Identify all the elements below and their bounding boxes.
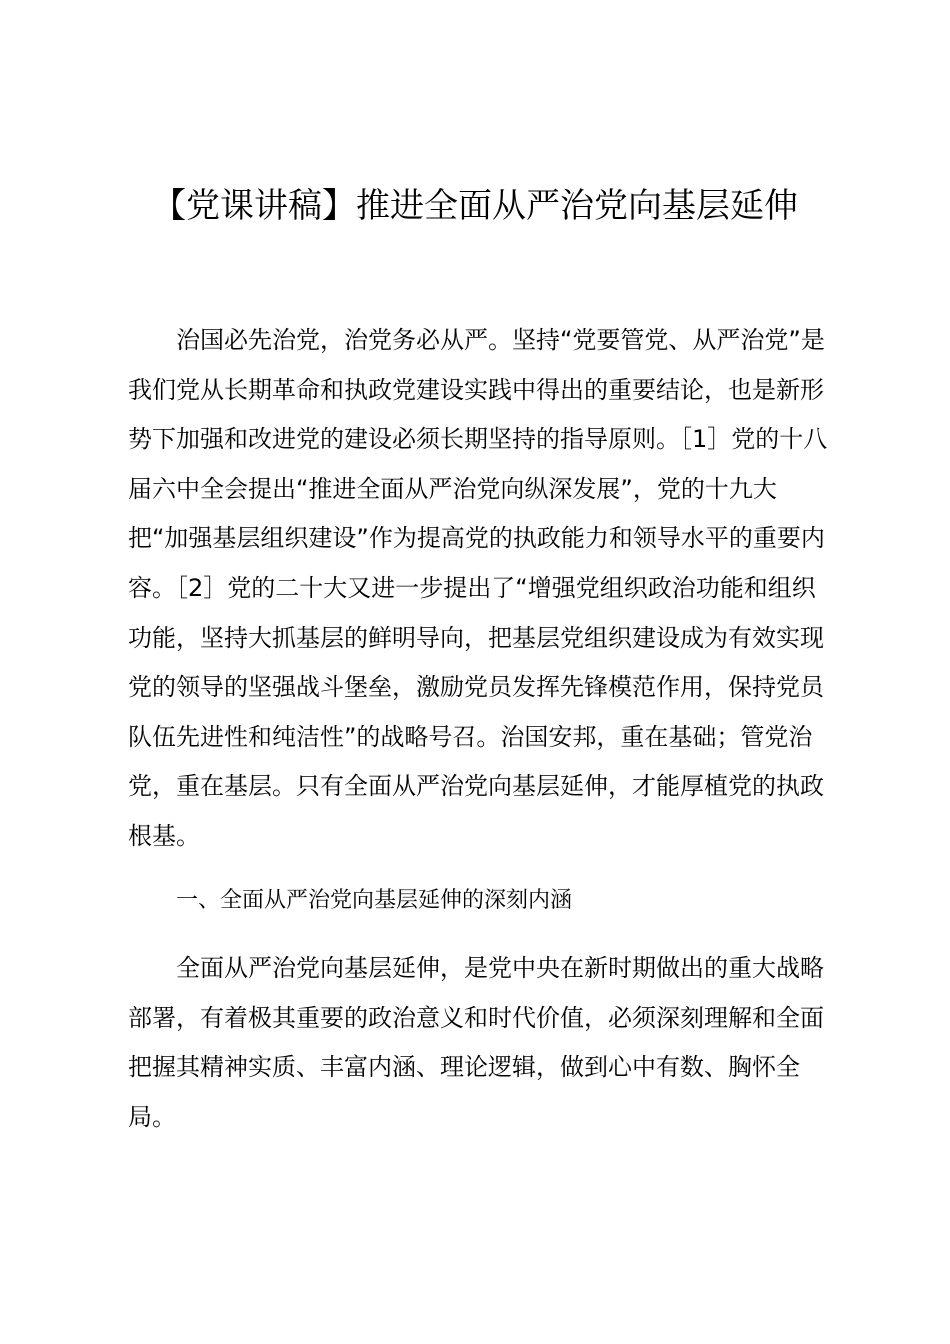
document-title: 【党课讲稿】推进全面从严治党向基层延伸 [152, 186, 798, 226]
section-heading-1: 一、全面从严治党向基层延伸的深刻内涵 [176, 888, 573, 913]
paragraph-introduction: 治国必先治党，治党务必从严。坚持“党要管党、从严治党”是我们党从长期革命和执政党建设实践中得出的重要结论，也是新形势下加强和改进党的建设必须长期坚持的指导原则。［1］党的十八届六中全会提出“推进全面从严治党向纵深发展”，党的十九大把“加强基层组织建设”作为提高党的执政能力和领导水平的重要内容。［2］党的二十大又进一步提出了“增强党组织政治功能和组织功能，坚持大抓基层的鲜明导向，把基层党组织建设成为有效实现党的领导的坚强战斗堡垒，激励党员发挥先锋模范作用，保持党员队伍先进性和纯洁性”的战略号召。治国安邦，重在基础；管党治党，重在基层。只有全面从严治党向基层延伸，才能厚植党的执政根基。 [128, 326, 828, 850]
paragraph-section-1: 全面从严治党向基层延伸，是党中央在新时期做出的重大战略部署，有着极其重要的政治意义和时代价值，必须深刻理解和全面把握其精神实质、丰富内涵、理论逻辑，做到心中有数、胸怀全局。 [128, 954, 824, 1131]
